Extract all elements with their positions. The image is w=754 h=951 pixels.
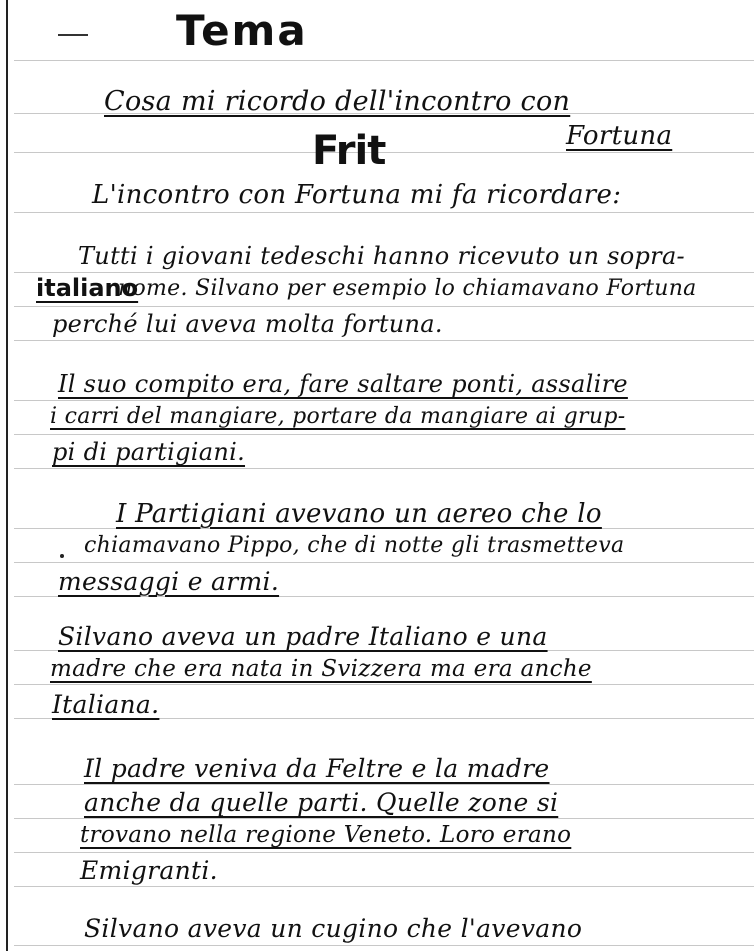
margin-dash — [58, 34, 88, 36]
paragraph-5-line-2: anche da quelle parti. Quelle zone si — [84, 788, 559, 817]
ruled-line — [14, 852, 754, 853]
ruled-line — [14, 596, 754, 597]
margin-note: italiano — [36, 274, 139, 302]
paragraph-5-line-3: trovano nella regione Veneto. Loro erano — [80, 822, 572, 848]
margin-dot — [60, 554, 64, 558]
paragraph-5-line-1: Il padre veniva da Feltre e la madre — [84, 754, 550, 783]
paragraph-4-line-1: Silvano aveva un padre Italiano e una — [58, 622, 548, 651]
subtitle-line-1: Cosa mi ricordo dell'incontro con — [104, 86, 571, 117]
ruled-line — [14, 340, 754, 341]
subtitle-line-2: Fortuna — [566, 121, 673, 151]
paragraph-4-line-3: Italiana. — [52, 690, 160, 719]
intro-line: L'incontro con Fortuna mi fa ricordare: — [92, 180, 622, 210]
handwritten-correction: Frit — [312, 128, 386, 174]
ruled-line — [14, 306, 754, 307]
ruled-line — [14, 60, 754, 61]
paragraph-1-line-1: Tutti i giovani tedeschi hanno ricevuto un sopra- — [78, 242, 685, 270]
paragraph-3-line-1: I Partigiani avevano un aereo che lo — [116, 499, 602, 529]
ruled-line — [14, 945, 754, 946]
paragraph-1-line-3: perché lui aveva molta fortuna. — [52, 310, 443, 338]
ruled-line — [14, 886, 754, 887]
paragraph-3-line-2: chiamavano Pippo, che di notte gli trasmetteva — [84, 533, 625, 558]
ruled-line — [14, 562, 754, 563]
paragraph-2-line-3: pi di partigiani. — [52, 438, 246, 466]
paragraph-5-line-4: Emigranti. — [80, 856, 218, 885]
page-left-edge — [6, 0, 8, 951]
ruled-line — [14, 272, 754, 273]
ruled-line — [14, 684, 754, 685]
ruled-line — [14, 212, 754, 213]
paragraph-4-line-2: madre che era nata in Svizzera ma era anche — [50, 656, 592, 682]
paragraph-2-line-2: i carri del mangiare, portare da mangiare ai grup- — [50, 404, 626, 429]
page-title: Tema — [176, 6, 308, 55]
paragraph-3-line-3: messaggi e armi. — [58, 567, 280, 596]
ruled-line — [14, 784, 754, 785]
ruled-line — [14, 400, 754, 401]
ruled-line — [14, 434, 754, 435]
ruled-line — [14, 468, 754, 469]
paragraph-1-line-2: nome. Silvano per esempio lo chiamavano Fortuna — [118, 276, 697, 301]
paragraph-2-line-1: Il suo compito era, fare saltare ponti, assalire — [58, 370, 628, 398]
paragraph-6-line-1: Silvano aveva un cugino che l'avevano — [84, 914, 583, 943]
ruled-line — [14, 818, 754, 819]
